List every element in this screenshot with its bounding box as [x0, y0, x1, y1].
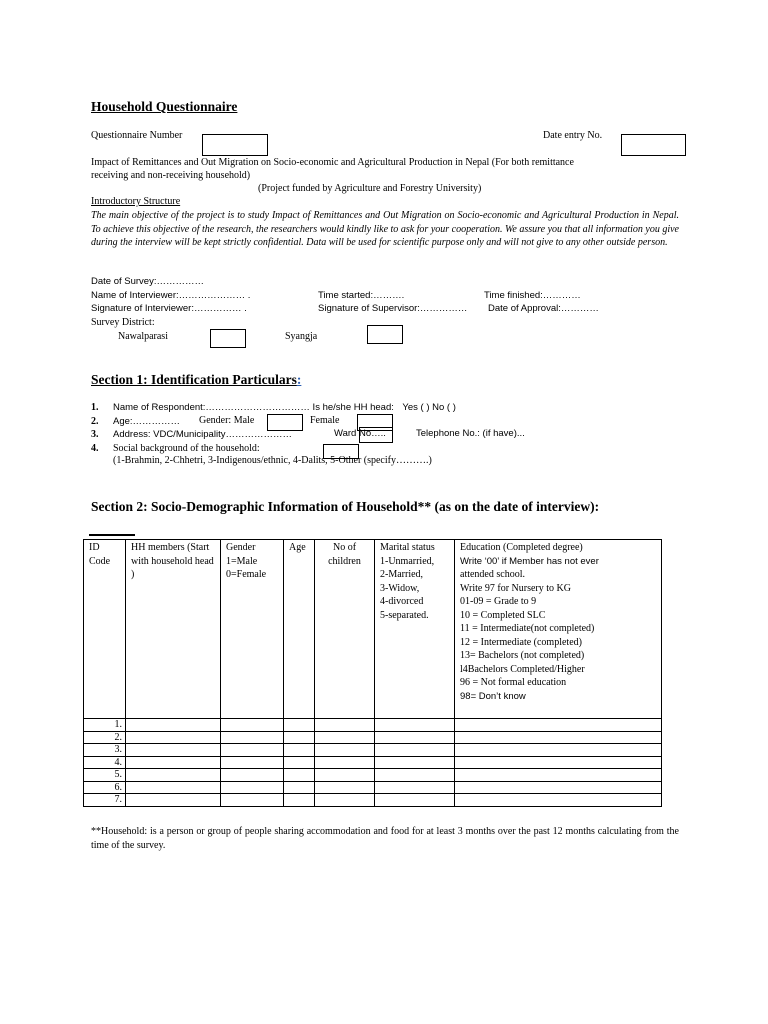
- header-education: [455, 540, 662, 719]
- questionnaire-number-field[interactable]: [202, 134, 268, 156]
- date-entry-label: Date entry No.: [543, 130, 603, 141]
- section-1-item-4: [91, 442, 260, 456]
- district-nawalparasi-label: Nawalparasi: [118, 331, 168, 342]
- cell-children[interactable]: [315, 731, 375, 744]
- education-line: 13= Bachelors (not completed): [460, 650, 585, 661]
- table-row: [84, 794, 662, 807]
- cell-marital[interactable]: [375, 719, 455, 732]
- cell-marital[interactable]: [375, 781, 455, 794]
- education-line: l4Bachelors Completed/Higher: [460, 663, 585, 675]
- row-number: 1.: [84, 719, 126, 732]
- cell-marital[interactable]: [375, 769, 455, 782]
- cell-education[interactable]: [455, 719, 662, 732]
- section-1-item-3: [91, 428, 292, 442]
- household-footnote: **Household: is a person or group of people sharing accommodation and food for at least 3 months over the past 12 months calculating from the time of the survey.: [91, 826, 679, 851]
- social-background-question: Social background of the household:: [113, 443, 260, 454]
- cell-education[interactable]: [455, 794, 662, 807]
- section-2-heading: Section 2: Socio-Demographic Information of Household** (as on the date of interview):: [91, 499, 600, 514]
- education-line: Write ‘00’ if Member has not ever: [460, 555, 599, 567]
- ward-number-label: Ward No…..: [334, 428, 386, 439]
- cell-gender[interactable]: [221, 769, 284, 782]
- table-row: [84, 781, 662, 794]
- district-syangja-label: Syangja: [285, 331, 318, 342]
- cell-education[interactable]: [455, 781, 662, 794]
- district-nawalparasi-checkbox[interactable]: [210, 329, 246, 348]
- section-1-item-2: [91, 415, 180, 429]
- education-line: 01-09 = Grade to 9: [460, 596, 537, 607]
- cell-gender[interactable]: [221, 744, 284, 757]
- header-marital-status: [375, 540, 455, 719]
- section-1-item-1: [91, 401, 456, 415]
- table-row: [84, 744, 662, 757]
- date-of-survey: Date of Survey:……………: [91, 276, 204, 287]
- gender-female-label: Female: [310, 415, 340, 426]
- cell-children[interactable]: [315, 756, 375, 769]
- study-title-line-1: Impact of Remittances and Out Migration on Socio-economic and Agricultural Production in Nepal (For both remittance: [91, 157, 574, 168]
- cell-education[interactable]: [455, 756, 662, 769]
- marital-line: 1-Unmarried,: [380, 555, 435, 567]
- survey-district-label: Survey District:: [91, 317, 155, 328]
- cell-age[interactable]: [284, 794, 315, 807]
- marital-line: 4-divorced: [380, 596, 424, 607]
- cell-gender[interactable]: [221, 719, 284, 732]
- hh-head-options[interactable]: Yes ( ) No ( ): [402, 402, 456, 413]
- header-id-code: ID Code: [84, 540, 126, 719]
- cell-age[interactable]: [284, 719, 315, 732]
- questionnaire-number-label: Questionnaire Number: [91, 130, 183, 141]
- marital-line: Marital status: [380, 542, 435, 553]
- section-1-heading-text: Section 1: Identification Particulars: [91, 372, 297, 387]
- cell-children[interactable]: [315, 744, 375, 757]
- section-1-heading: [91, 372, 301, 388]
- cell-age[interactable]: [284, 744, 315, 757]
- page-title: Household Questionnaire: [91, 99, 238, 114]
- cell-gender[interactable]: [221, 756, 284, 769]
- cell-age[interactable]: [284, 756, 315, 769]
- ward-number-field[interactable]: [359, 427, 393, 443]
- cell-hh-member[interactable]: [126, 756, 221, 769]
- household-members-table: [83, 539, 662, 807]
- cell-hh-member[interactable]: [126, 744, 221, 757]
- education-line: Write 97 for Nursery to KG: [460, 582, 571, 594]
- marital-line: 2-Married,: [380, 569, 424, 580]
- name-of-interviewer: Name of Interviewer:………………… .: [91, 290, 251, 301]
- gender-label: Gender: Male: [199, 415, 255, 426]
- funding-note: (Project funded by Agriculture and Forestry University): [258, 183, 482, 194]
- table-header-row: [84, 540, 662, 719]
- date-entry-field[interactable]: [621, 134, 686, 156]
- cell-gender[interactable]: [221, 794, 284, 807]
- education-line: 98= Don’t know: [460, 690, 526, 702]
- cell-children[interactable]: [315, 769, 375, 782]
- cell-children[interactable]: [315, 794, 375, 807]
- item-number: 1.: [91, 402, 99, 413]
- table-row: [84, 756, 662, 769]
- signature-of-supervisor: Signature of Supervisor:……………: [318, 303, 468, 314]
- row-number: 3.: [84, 744, 126, 757]
- education-line: attended school.: [460, 569, 525, 580]
- cell-education[interactable]: [455, 769, 662, 782]
- row-number: 5.: [84, 769, 126, 782]
- table-row: [84, 719, 662, 732]
- time-started: Time started:……….: [318, 290, 405, 301]
- age-question: Age:……………: [113, 416, 181, 427]
- marital-line: 5-separated.: [380, 609, 429, 621]
- education-line: 11 = Intermediate(not completed): [460, 623, 595, 634]
- cell-children[interactable]: [315, 719, 375, 732]
- cell-hh-member[interactable]: [126, 731, 221, 744]
- header-hh-members: HH members (Start with household head ): [126, 540, 221, 719]
- cell-age[interactable]: [284, 769, 315, 782]
- cell-marital[interactable]: [375, 756, 455, 769]
- cell-age[interactable]: [284, 731, 315, 744]
- cell-hh-member[interactable]: [126, 719, 221, 732]
- address-question: Address: VDC/Municipality…………………: [113, 429, 292, 440]
- cell-gender[interactable]: [221, 731, 284, 744]
- header-age: Age: [284, 540, 315, 719]
- study-title-line-2: receiving and non-receiving household): [91, 170, 251, 181]
- telephone-label: Telephone No.: (if have)...: [416, 428, 525, 439]
- marital-line: 3-Widow,: [380, 582, 420, 594]
- intro-text: The main objective of the project is to study Impact of Remittances and Out Migration on Socio-economic and Agricultural Production in Nepal. To achieve this objective of the research, the researchers would kindly like to ask for your cooperation. We assure you that all information you give during the interview will be kept strictly confidential. Data will be used for scientific purpose only and will not give to any other outside person.: [91, 210, 679, 248]
- header-gender: Gender 1=Male 0=Female: [221, 540, 284, 719]
- section-1-heading-colon: :: [296, 372, 302, 387]
- row-number: 7.: [84, 794, 126, 807]
- signature-of-interviewer: Signature of Interviewer:…………… .: [91, 303, 247, 314]
- item-number: 3.: [91, 429, 99, 440]
- cell-marital[interactable]: [375, 794, 455, 807]
- cell-education[interactable]: [455, 731, 662, 744]
- row-number: 6.: [84, 781, 126, 794]
- header-no-children: No of children: [315, 540, 375, 719]
- heading-rule: [89, 534, 135, 536]
- row-number: 4.: [84, 756, 126, 769]
- intro-heading: Introductory Structure: [91, 196, 181, 207]
- education-line: 10 = Completed SLC: [460, 609, 546, 621]
- education-line: Education (Completed degree): [460, 542, 583, 553]
- cell-education[interactable]: [455, 744, 662, 757]
- cell-marital[interactable]: [375, 744, 455, 757]
- cell-marital[interactable]: [375, 731, 455, 744]
- cell-hh-member[interactable]: [126, 781, 221, 794]
- cell-age[interactable]: [284, 781, 315, 794]
- social-background-options: (1-Brahmin, 2-Chhetri, 3-Indigenous/ethnic, 4-Dalits, 5-Other (specify……….): [113, 455, 432, 466]
- item-number: 4.: [91, 443, 99, 454]
- item-number: 2.: [91, 416, 99, 427]
- education-line: 12 = Intermediate (completed): [460, 636, 582, 648]
- cell-hh-member[interactable]: [126, 769, 221, 782]
- row-number: 2.: [84, 731, 126, 744]
- respondent-name-question: Name of Respondent:…………………………… Is he/she HH head:: [113, 402, 394, 413]
- cell-hh-member[interactable]: [126, 794, 221, 807]
- education-line: 96 = Not formal education: [460, 677, 567, 688]
- table-row: [84, 731, 662, 744]
- time-finished: Time finished:…………: [484, 290, 581, 301]
- cell-gender[interactable]: [221, 781, 284, 794]
- table-row: [84, 769, 662, 782]
- date-of-approval: Date of Approval:…………: [488, 303, 599, 314]
- district-syangja-checkbox[interactable]: [367, 325, 403, 344]
- cell-children[interactable]: [315, 781, 375, 794]
